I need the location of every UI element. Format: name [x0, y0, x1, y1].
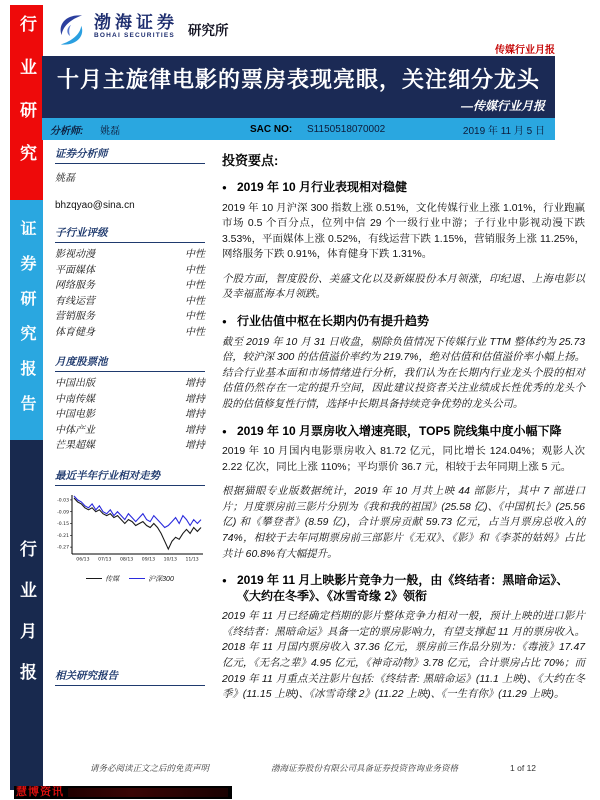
row-name: 平面媒体	[55, 264, 95, 276]
stock-pool-row	[55, 438, 205, 454]
row-rating: 增持	[185, 378, 205, 389]
relative-trend-chart	[55, 492, 205, 584]
stock-pool-row	[55, 407, 205, 423]
section-paragraph: 2019 年 11 月已经确定档期的影片整体竞争力相对一般，预计上映的进口影片《终结者：黑暗命运》具备一定的票房影响力，有望支撑起 11 月的票房收入。2018 年 11 月国内票房收入 37.36 亿元，票房前三作品分别为：《毒液》17.47 亿元，《无名之辈》4.95 亿元，《神奇动物》3.78 亿元，合计票房占比 70%；而 2019 年 11 月重点关注影片包括:《终结者: 黑暗命运》(11.1 上映)、《大约在冬季》(11.15 上映)、《冰雪奇缘 2》(11.22 上映)、《一生有你》(11.29 上映)。	[222, 611, 585, 701]
main-content	[222, 150, 585, 712]
legend-label: 沪深300	[148, 575, 174, 583]
section-paragraph: 截至 2019 年 10 月 31 日收盘，剔除负值情况下传媒行业 TTM 整体约为 25.73 倍，较沪深 300 的估值溢价率约为 219.7%，绝对估值和估值溢价率小幅上扬。结合行业基本面和市场情绪进行分析，我们认为在长期内行业龙头个股的相对估值仍然存在一定的提升空间，因此建议投资者关注业绩成长性优秀的龙头个股的估值修复性行情，选择中长期具备持续竞争优势的龙头公司。	[222, 336, 585, 410]
row-name: 网络服务	[55, 280, 95, 291]
row-rating: 中性	[185, 326, 205, 338]
section-paragraph: 根据猫眼专业版数据统计，2019 年 10 月共上映 44 部影片，其中 7 部进口片；月度票房前三影片分别为《我和我的祖国》(25.58 亿)、《中国机长》(25.56 亿) 和《攀登者》(8.59 亿)，合计票房贡献 59.73 亿元，占当月票房总收入的 74%，相较于去年同期票房前三部影片《无双》、《影》和《李茶的姑妈》占比共计 60.8%有大幅提升。	[222, 486, 585, 560]
svg-text:-0.27: -0.27	[57, 545, 69, 551]
legend-line-swatch	[129, 578, 145, 579]
report-title: 十月主旋律电影的票房表现亮眼，关注细分龙头	[56, 67, 540, 92]
sub-rating-row	[55, 309, 205, 325]
left-panel	[55, 146, 205, 686]
analyst-name: 姚磊	[100, 125, 121, 137]
investment-highlights-title: 投资要点:	[222, 153, 279, 168]
row-name: 中南传媒	[55, 393, 95, 405]
meta-sac	[250, 124, 450, 135]
footer-qualification: 渤海证券股份有限公司具备证券投资咨询业务资格	[271, 763, 459, 773]
stock-pool-row	[55, 423, 205, 439]
stock-pool-row	[55, 376, 205, 392]
brand-header	[54, 13, 229, 47]
sub-rating-row	[55, 247, 205, 263]
brand-name-cn: 渤海证券	[94, 13, 178, 32]
row-rating: 中性	[185, 280, 205, 291]
bohai-logo-icon	[54, 13, 88, 47]
svg-text:-0.15: -0.15	[57, 521, 69, 527]
sub-rating-table	[55, 247, 205, 340]
svg-text:-0.03: -0.03	[57, 498, 69, 504]
bullet-icon: ●	[222, 317, 227, 327]
brand-dept: 研究所	[188, 23, 229, 38]
legend-line-swatch	[86, 578, 102, 579]
row-name: 体育健身	[55, 326, 95, 338]
section-paragraph: 个股方面，智度股份、美盛文化以及新媒股份本月领涨，印纪退、上海电影以及幸福蓝海本月领跌。	[222, 273, 585, 301]
sidebar-label-industry-research: 行业研究	[17, 15, 36, 187]
report-date: 2019 年 11 月 5 日	[462, 125, 545, 137]
stock-pool-heading: 月度股票池	[55, 354, 205, 372]
row-name: 有线运营	[55, 295, 95, 307]
bullet-icon: ●	[222, 426, 227, 436]
row-rating: 中性	[185, 264, 205, 276]
trend-chart-canvas	[55, 492, 205, 570]
svg-text:07/13: 07/13	[98, 557, 112, 562]
sub-rating-row	[55, 263, 205, 279]
brand-names	[94, 13, 178, 39]
sub-rating-row	[55, 294, 205, 310]
report-type-label: 传媒行业月报	[495, 45, 555, 56]
section-paragraph: 2019 年 10 月国内电影票房收入 81.72 亿元，同比增长 124.04%；观影人次 2.22 亿次，同比上涨 110%；平均票价 36.7 元，相较于去年同期上涨 5 元。	[222, 446, 585, 473]
section-heading-text: 2019 年 10 月票房收入增速亮眼，TOP5 院线集中度小幅下降	[237, 423, 562, 438]
page-number: 1 of 12	[510, 763, 537, 773]
row-rating: 中性	[185, 295, 205, 307]
section-heading	[222, 573, 585, 604]
analyst-email: bhzqyao@sina.cn	[55, 200, 135, 211]
row-name: 中国电影	[55, 409, 95, 420]
bullet-icon: ●	[222, 183, 227, 192]
row-name: 中体产业	[55, 424, 95, 436]
sub-rating-row	[55, 278, 205, 294]
legend-item	[86, 574, 119, 584]
watermark-smudge	[68, 788, 228, 797]
row-rating: 中性	[185, 311, 205, 322]
watermark-bar	[14, 786, 232, 799]
svg-text:10/13: 10/13	[163, 557, 177, 562]
legend-label: 传媒	[105, 575, 120, 583]
meta-analyst	[50, 122, 250, 137]
section-paragraph: 2019 年 10 月沪深 300 指数上涨 0.51%，文化传媒行业上涨 1.01%，行业跑赢市场 0.5 个百分点，位列中信 29 个一级行业中游；子行业中影视动漫下跌 3.53%，平面媒体上涨 0.52%，有线运营下跌 1.15%，营销服务上涨 11.25%，网络服务下跌 0.91%，体育健身下跌 1.31%。	[222, 202, 585, 261]
sidebar-segment-industry-monthly	[10, 440, 43, 790]
sidebar-segment-securities-research-report	[10, 200, 43, 440]
panel-analyst-name: 姚磊	[55, 173, 75, 184]
row-rating: 增持	[185, 409, 205, 420]
sac-number: S1150518070002	[307, 123, 386, 135]
row-name: 芒果超媒	[55, 440, 95, 451]
watermark-text: 慧博资讯	[16, 786, 64, 798]
trend-chart-heading: 最近半年行业相对走势	[55, 468, 205, 486]
sidebar	[10, 5, 43, 790]
page-footer	[42, 762, 555, 774]
sidebar-segment-industry-research	[10, 5, 43, 200]
analyst-section-heading: 证券分析师	[55, 146, 205, 164]
analyst-label: 分析师:	[50, 125, 84, 137]
sidebar-label-securities-research-report: 证券研究报告	[18, 220, 35, 430]
footer-disclaimer: 请务必阅读正文之后的免责声明	[90, 763, 210, 773]
svg-text:11/13: 11/13	[185, 557, 199, 562]
legend-item	[129, 574, 174, 584]
sub-rating-row	[55, 325, 205, 341]
report-subtitle: —传媒行业月报	[460, 99, 545, 113]
stock-pool-table	[55, 376, 205, 454]
sections-container	[222, 180, 585, 703]
sac-label: SAC NO:	[250, 123, 293, 135]
section-heading	[222, 424, 585, 440]
row-rating: 增持	[185, 424, 205, 436]
row-rating: 增持	[185, 393, 205, 405]
svg-text:-0.09: -0.09	[57, 509, 69, 515]
meta-bar	[42, 118, 555, 140]
section-heading	[222, 314, 585, 330]
svg-text:-0.21: -0.21	[57, 533, 69, 539]
sidebar-label-industry-monthly: 行业月报	[17, 540, 36, 704]
section-heading-text: 2019 年 11 月上映影片竞争力一般，由《终结者：黑暗命运》、《大约在冬季》、《冰雪奇缘 2》领衔	[237, 573, 569, 603]
section-heading-text: 行业估值中枢在长期内仍有提升趋势	[237, 314, 430, 329]
row-rating: 中性	[185, 249, 205, 260]
related-reports-heading: 相关研究报告	[55, 668, 205, 686]
row-name: 营销服务	[55, 311, 95, 322]
section-heading	[222, 180, 585, 196]
section-heading-text: 2019 年 10 月行业表现相对稳健	[237, 180, 408, 194]
brand-name-en: BOHAI SECURITIES	[94, 32, 175, 39]
row-name: 影视动漫	[55, 249, 95, 260]
sub-rating-heading: 子行业评级	[55, 225, 205, 243]
bullet-icon: ●	[222, 576, 227, 586]
svg-text:09/13: 09/13	[141, 557, 156, 562]
row-rating: 增持	[185, 440, 205, 451]
svg-text:08/13: 08/13	[119, 557, 134, 562]
stock-pool-row	[55, 392, 205, 408]
title-banner	[42, 56, 555, 118]
trend-chart-legend	[55, 574, 205, 584]
row-name: 中国出版	[55, 378, 95, 389]
svg-text:06/13: 06/13	[76, 557, 90, 562]
